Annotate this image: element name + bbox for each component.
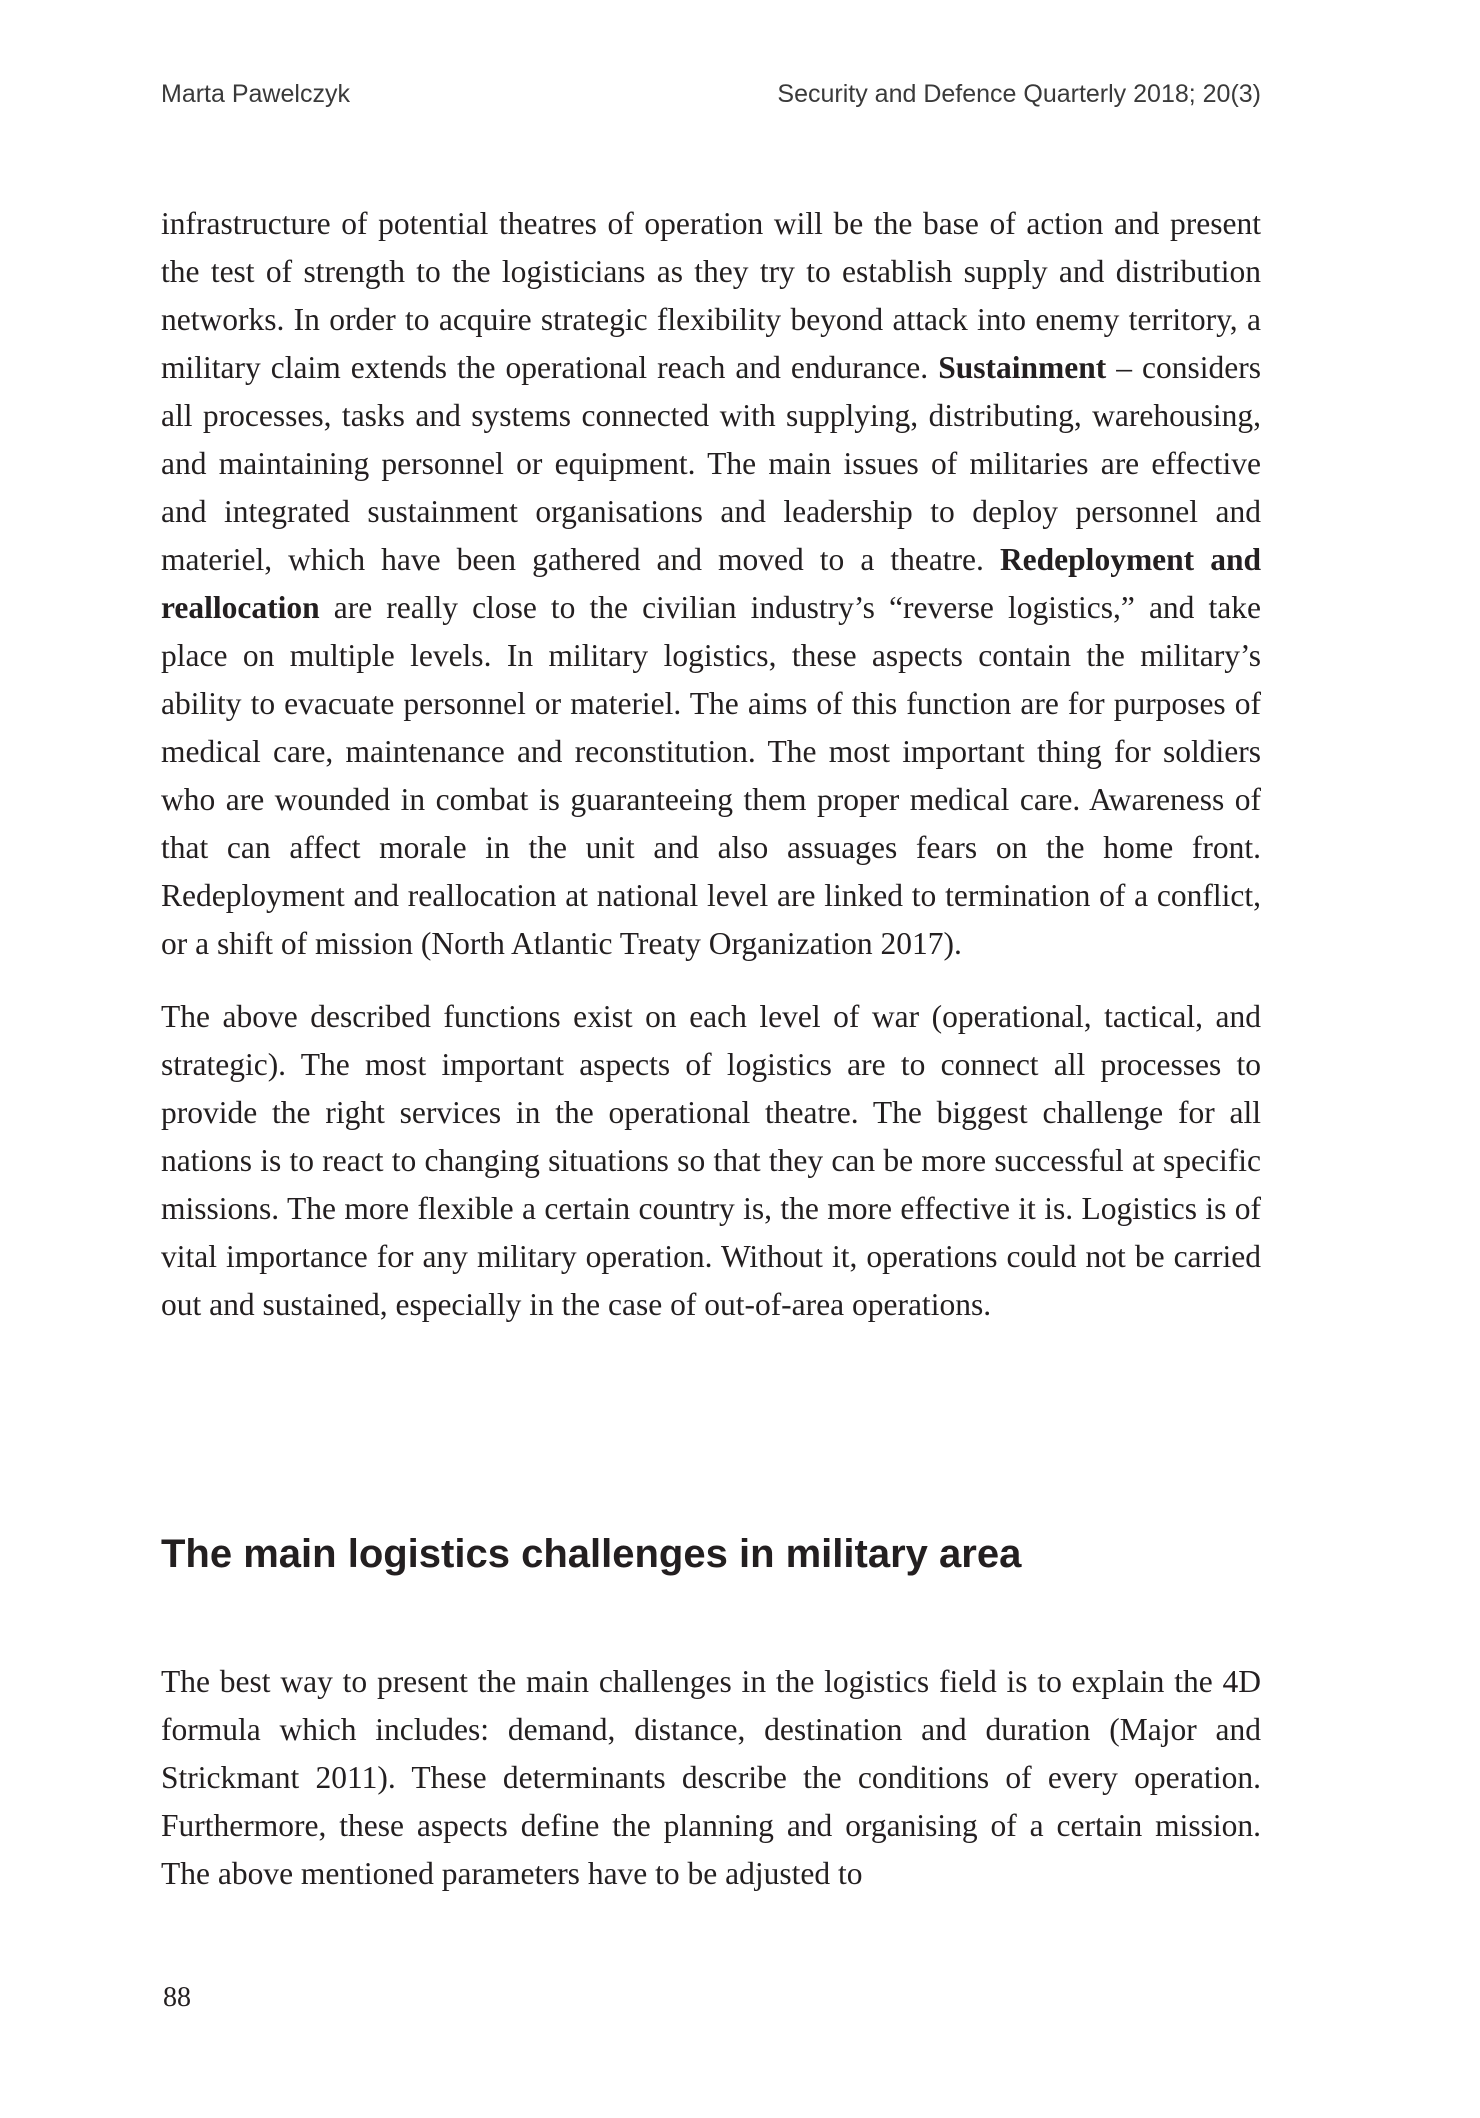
paragraph-functions — [161, 200, 1261, 968]
paragraph-text: are really close to the civilian industry’s “reverse logistics,” and take place on multiple levels. In military logistics, these aspects contain the military’s ability to evacuate personnel or materiel. The aims of this function are for purposes of medical care, maintenance and reconstitution. The most important thing for soldiers who are wounded in combat is guaranteeing them proper medical care. Awareness of that can affect morale in the unit and also assuages fears on the home front. Redeployment and reallocation at national level are linked to termination of a conflict, or a shift of mission (North Atlantic Treaty Organization 2017). — [161, 590, 1261, 961]
paragraph-4d-formula: The best way to present the main challenges in the logistics field is to explain the 4D formula which includes: demand, distance, destination and duration (Major and Strickmant 2011). These determinants describe the conditions of every operation. Furthermore, these aspects define the planning and organising of a certain mission. The above mentioned parameters have to be adjusted to — [161, 1664, 1261, 1891]
header-author: Marta Pawelczyk — [161, 80, 350, 108]
paragraph-text: infrastructure of potential theatres of operation will be the base of action and present the test of strength to the logisticians as they try to establish supply and distribution networks. In order to acquire strategic flexibility beyond attack into enemy territory, a military claim extends the operational reach and endurance. — [161, 206, 1261, 385]
header-journal: Security and Defence Quarterly 2018; 20(3) — [777, 80, 1261, 108]
term-redeployment: Redeployment and reallocation — [161, 542, 1261, 625]
page-number: 88 — [163, 1982, 191, 2013]
section-heading: The main logistics challenges in military area — [161, 1532, 1022, 1576]
running-header — [161, 80, 1261, 109]
main-text — [161, 200, 1261, 1329]
paragraph-levels-of-war: The above described functions exist on each level of war (operational, tactical, and strategic). The most important aspects of logistics are to connect all processes to provide the right services in the operational theatre. The biggest challenge for all nations is to react to changing situations so that they can be more successful at specific missions. The more flexible a certain country is, the more effective it is. Logistics is of vital importance for any military operation. Without it, operations could not be carried out and sustained, especially in the case of out-of-area operations. — [161, 999, 1261, 1322]
section-text — [161, 1658, 1261, 1898]
paragraph-text: – considers all processes, tasks and systems connected with supplying, distributing, warehousing, and maintaining personnel or equipment. The main issues of militaries are effective and integrated sustainment organisations and leadership to deploy personnel and materiel, which have been gathered and moved to a theatre. — [161, 350, 1261, 577]
term-sustainment: Sustainment — [938, 350, 1107, 385]
